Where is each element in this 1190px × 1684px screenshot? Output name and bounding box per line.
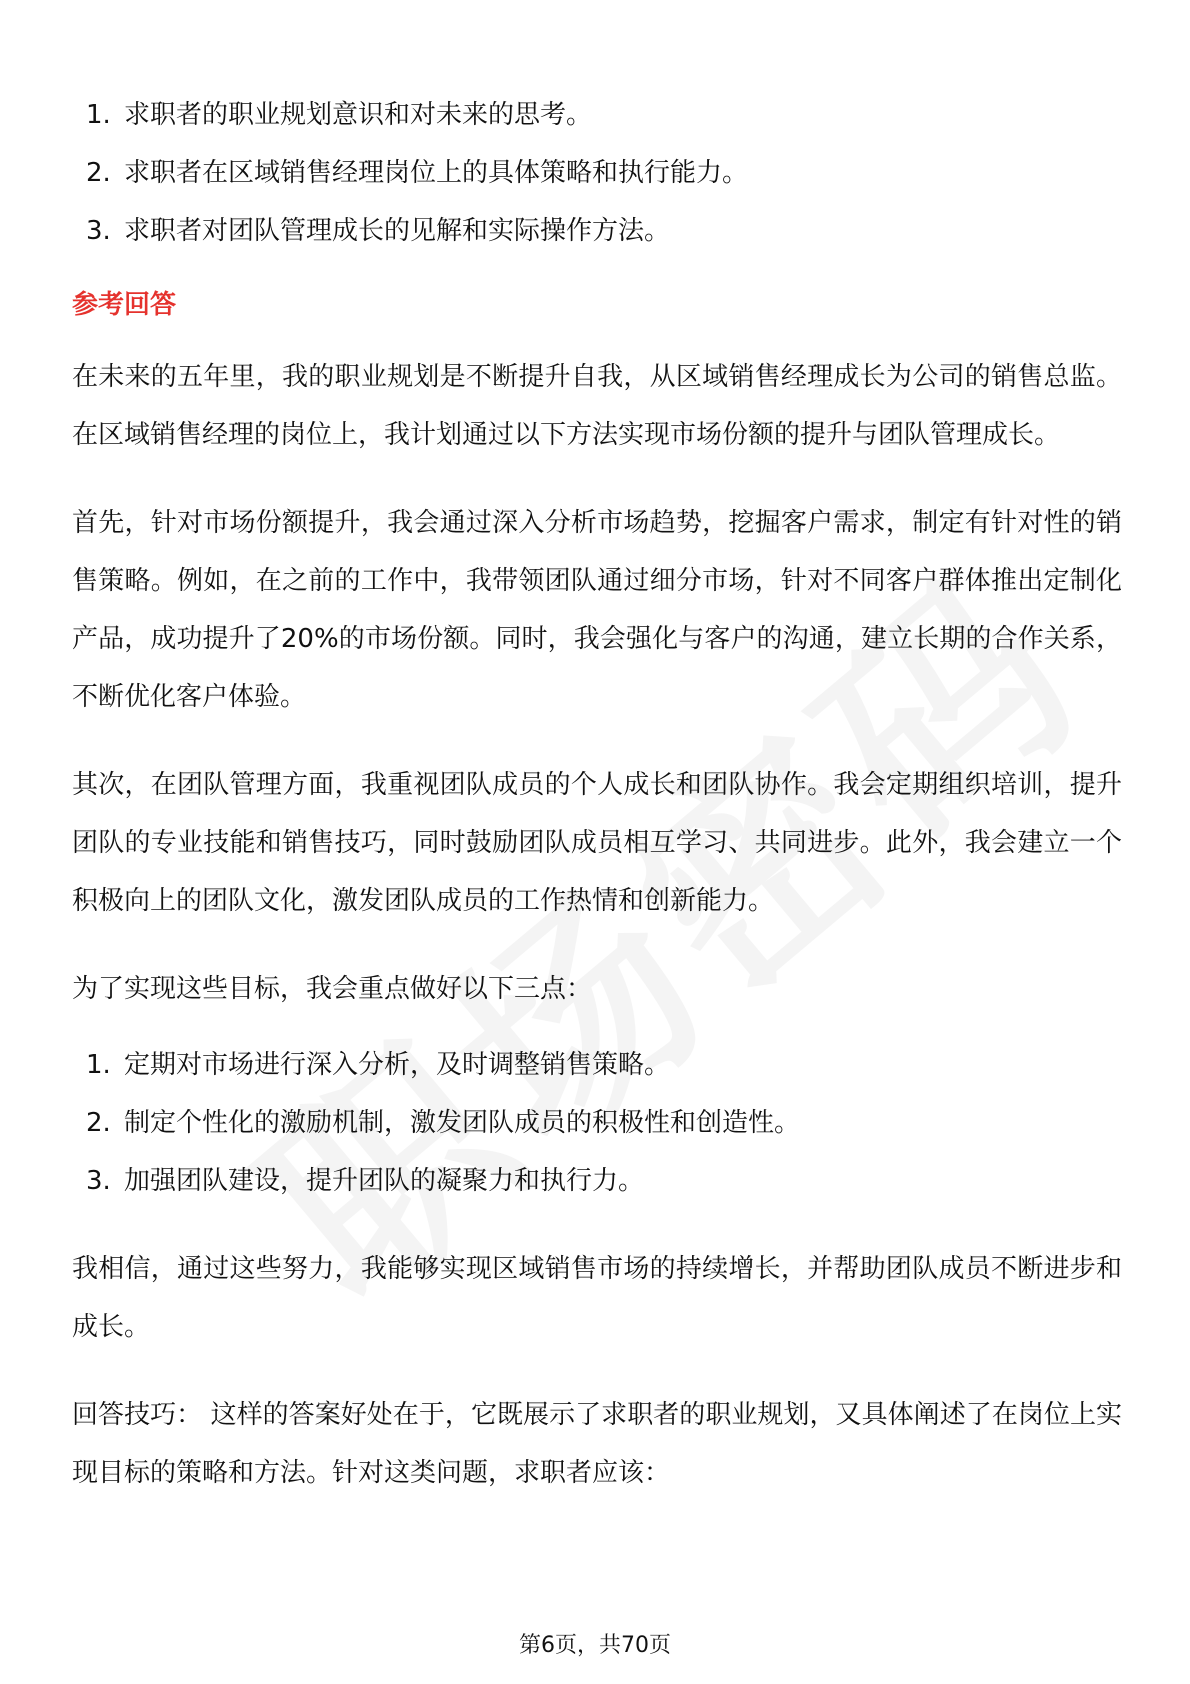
paragraph-conclusion: 我相信，通过这些努力，我能够实现区域销售市场的持续增长，并帮助团队成员不断进步和成长。 [72, 1254, 1122, 1342]
intro-list [72, 86, 1122, 260]
paragraph-answer-tips: 回答技巧： 这样的答案好处在于，它既展示了求职者的职业规划，又具体阐述了在岗位上实现目标的策略和方法。针对这类问题，求职者应该： [72, 1400, 1122, 1488]
list-item [72, 144, 1122, 202]
list-text: 制定个性化的激励机制，激发团队成员的积极性和创造性。 [124, 1108, 801, 1138]
section-heading: 参考回答 [72, 290, 177, 320]
list-text: 定期对市场进行深入分析，及时调整销售策略。 [124, 1050, 671, 1080]
page-content [72, 86, 1122, 1532]
paragraph-goals-intro: 为了实现这些目标，我会重点做好以下三点： [72, 974, 593, 1004]
list-number: 3. [86, 216, 111, 246]
list-number: 1. [86, 1050, 111, 1080]
list-item [72, 202, 1122, 260]
paragraph-market-share: 首先，针对市场份额提升，我会通过深入分析市场趋势，挖掘客户需求，制定有针对性的销售策略。例如，在之前的工作中，我带领团队通过细分市场，针对不同客户群体推出定制化产品，成功提升了20%的市场份额。同时，我会强化与客户的沟通，建立长期的合作关系，不断优化客户体验。 [72, 508, 1122, 712]
list-item [72, 1094, 1122, 1152]
list-number: 1. [86, 100, 111, 130]
list-number: 2. [86, 158, 111, 188]
list-text: 求职者在区域销售经理岗位上的具体策略和执行能力。 [124, 158, 749, 188]
list-item [72, 1036, 1122, 1094]
goals-list [72, 1036, 1122, 1210]
list-text: 加强团队建设，提升团队的凝聚力和执行力。 [124, 1166, 645, 1196]
paragraph-team-management: 其次，在团队管理方面，我重视团队成员的个人成长和团队协作。我会定期组织培训，提升团队的专业技能和销售技巧，同时鼓励团队成员相互学习、共同进步。此外，我会建立一个积极向上的团队文化，激发团队成员的工作热情和创新能力。 [72, 770, 1122, 916]
list-text: 求职者对团队管理成长的见解和实际操作方法。 [124, 216, 671, 246]
list-item [72, 1152, 1122, 1210]
list-number: 3. [86, 1166, 111, 1196]
paragraph-intro: 在未来的五年里，我的职业规划是不断提升自我，从区域销售经理成长为公司的销售总监。在区域销售经理的岗位上，我计划通过以下方法实现市场份额的提升与团队管理成长。 [72, 362, 1122, 450]
page-number-footer: 第6页，共70页 [519, 1633, 671, 1658]
list-number: 2. [86, 1108, 111, 1138]
list-text: 求职者的职业规划意识和对未来的思考。 [124, 100, 593, 130]
list-item [72, 86, 1122, 144]
